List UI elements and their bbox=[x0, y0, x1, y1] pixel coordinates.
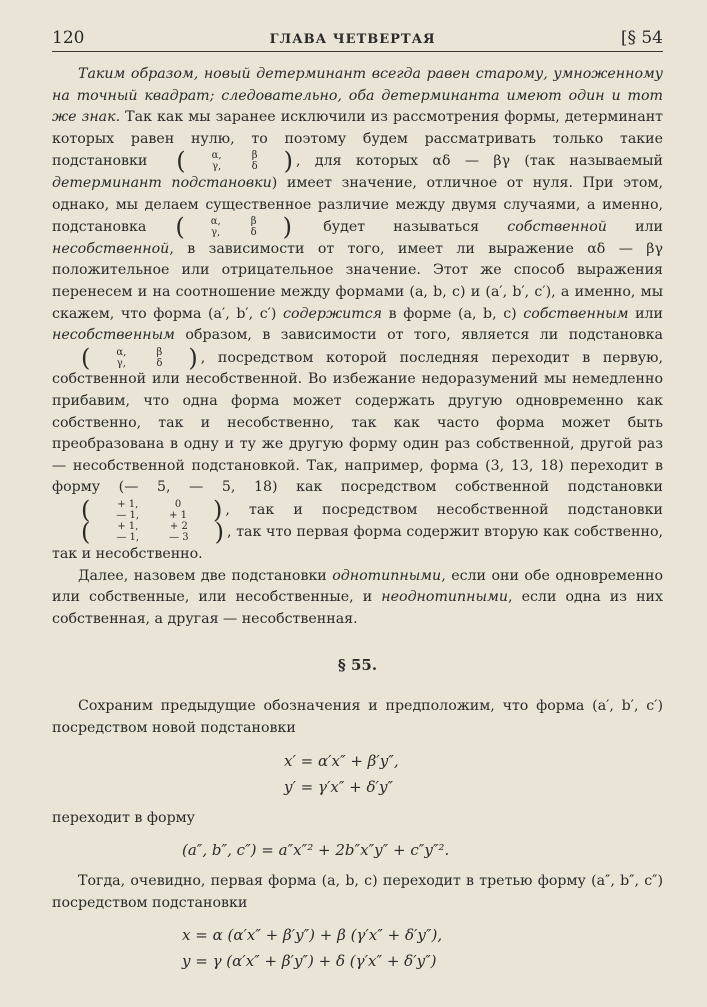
matrix-cell: — 1, bbox=[116, 532, 140, 544]
matrix-cell: — 3 bbox=[169, 532, 189, 544]
body-text: или bbox=[606, 219, 663, 236]
formula-line: (a″, b″, c″) = a″x″² + 2b″x″y″ + c″y″². bbox=[182, 841, 450, 860]
matrix-cell: β bbox=[251, 150, 258, 162]
substitution-matrix-proper: ( + 1, — 1, 0 + 1 ) bbox=[81, 495, 223, 524]
matrix-cell: + 1, bbox=[117, 498, 139, 510]
substitution-matrix-generic: ( α, γ, β δ ) bbox=[175, 213, 293, 242]
formula-substitution-1 bbox=[52, 748, 663, 800]
substitution-matrix-generic: ( α, γ, β δ ) bbox=[81, 343, 198, 372]
matrix-cell: α, bbox=[210, 216, 221, 228]
matrix-cell: γ, bbox=[212, 161, 222, 173]
section-reference: [§ 54 bbox=[620, 28, 663, 48]
emphasis-text: неоднотипными bbox=[372, 589, 508, 606]
formula-line: x′ = α′x″ + β′y″, bbox=[284, 751, 399, 770]
chapter-title: ГЛАВА ЧЕТВЕРТАЯ bbox=[269, 32, 436, 47]
emphasis-text: детерминант подстановки bbox=[52, 174, 272, 191]
formula-line: y = γ (α′x″ + β′y″) + δ (γ′x″ + δ′y″) bbox=[182, 952, 437, 971]
emphasis-text: однотипными bbox=[326, 567, 442, 584]
emphasis-text: несобственной bbox=[52, 240, 170, 257]
matrix-cell: α, bbox=[116, 346, 127, 358]
body-text: Далее, назовем две подстановки bbox=[78, 567, 327, 584]
matrix-cell: α, bbox=[211, 150, 222, 162]
matrix-cell: + 2 bbox=[169, 521, 188, 533]
body-text: , в зависимости от того, имеет ли выражение αδ — βγ положительное или отрицательное значение. Этот же способ выражения перенесем и на соотношение между формами (a, b, c) и (a′, b′, c′), а именно, мы скажем, что форма (a′, b′, c′) bbox=[52, 240, 663, 322]
formula-substitution-composed bbox=[52, 922, 663, 974]
paragraph-transition: переходит в форму bbox=[52, 809, 196, 826]
emphasis-text: Таким образом, новый детерминант всегда равен старому, умноженному на точный квадрат; следовательно, оба детерминанта имеют один и тот же знак. bbox=[52, 66, 663, 126]
section-heading: § 55. bbox=[337, 656, 378, 675]
body-text: , если они обе одновременно или собственные, или несобственные, и bbox=[52, 567, 663, 606]
page-number: 120 bbox=[52, 28, 85, 48]
paragraph-notation: Сохраним предыдущие обозначения и предположим, что форма (a′, b′, c′) посредством новой подстановки bbox=[52, 698, 663, 737]
matrix-cell: — 1, bbox=[116, 509, 140, 521]
matrix-cell: + 1, bbox=[117, 521, 139, 533]
body-text: , посредством которой последняя переходит в первую, собственной или несобственной. Во избежание недоразумений мы немедленно прибавим, что одна форма может содержать другую одновременно как собственно, так и несобственно, так как часто форма может быть преобразована в одну и ту же другую форму один раз собственной, другой раз — несобственной подстановкой. Так, например, форма (3, 13, 18) переходит в форму (— 5, — 5, 18) как посредством собственной подстановки bbox=[52, 349, 663, 496]
running-header bbox=[52, 28, 663, 52]
body-text: Так как мы заранее исключили из рассмотрения формы, детерминант которых равен нулю, то поэтому будем рассматривать только такие подстановки bbox=[52, 109, 663, 170]
matrix-cell: γ, bbox=[211, 227, 221, 239]
paragraph-composition: Тогда, очевидно, первая форма (a, b, c) переходит в третью форму (a″, b″, c″) посредством подстановки bbox=[52, 873, 663, 911]
body-text: ) имеет значение, отличное от нуля. При этом, однако, мы делаем существенное различие между двумя случаями, а именно, подстановка bbox=[52, 174, 663, 236]
emphasis-text: содержится bbox=[276, 305, 383, 322]
matrix-cell: + 1 bbox=[169, 509, 188, 521]
paragraph-same-type bbox=[52, 566, 663, 631]
formula-line: x = α (α′x″ + β′y″) + β (γ′x″ + δ′y″), bbox=[182, 926, 443, 945]
body-text: , так что первая форма содержит вторую как собственно, так и несобственно. bbox=[52, 524, 663, 563]
formula-form bbox=[52, 837, 663, 863]
body-text: будет называться bbox=[295, 219, 480, 236]
emphasis-text: несобственным bbox=[52, 327, 175, 344]
emphasis-text: собственной bbox=[479, 219, 607, 236]
matrix-cell: γ, bbox=[116, 357, 126, 369]
body-text: , для которых αδ — βγ (так называемый bbox=[296, 153, 663, 170]
matrix-cell: δ bbox=[251, 161, 258, 173]
body-text: в форме (a, b, c) bbox=[382, 305, 517, 322]
body-text: или bbox=[628, 305, 664, 322]
matrix-cell: β bbox=[250, 216, 257, 228]
substitution-matrix-generic: ( α, γ, β δ ) bbox=[176, 147, 294, 176]
matrix-cell: δ bbox=[250, 227, 257, 239]
substitution-matrix-improper: ( + 1, — 1, + 2 — 3 ) bbox=[81, 518, 225, 547]
matrix-cell: δ bbox=[156, 357, 163, 369]
formula-line: y′ = γ′x″ + δ′y″ bbox=[284, 777, 394, 796]
matrix-cell: 0 bbox=[174, 498, 182, 510]
body-text: , так и посредством несобственной подстановки bbox=[225, 501, 663, 518]
paragraph-determinant bbox=[52, 64, 663, 566]
matrix-cell: β bbox=[156, 346, 163, 358]
body-text: , если одна из них собственная, а другая — несобственная. bbox=[52, 589, 663, 627]
emphasis-text: собственным bbox=[516, 305, 629, 322]
body-text: образом, в зависимости от того, является ли подстановка bbox=[174, 327, 663, 344]
